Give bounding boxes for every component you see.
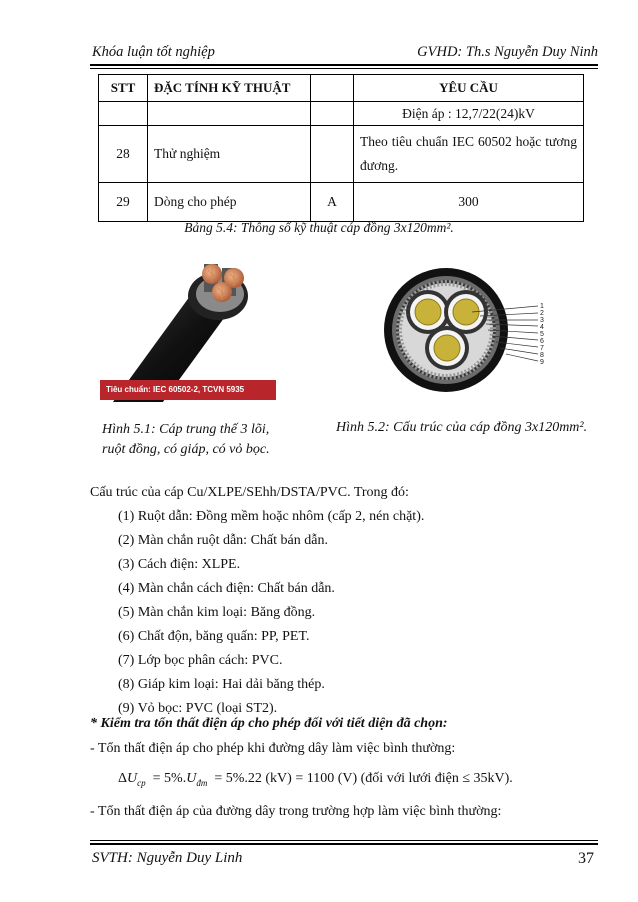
formula-expression: $\Delta U_{cp} = 5\%.U_{đm} = 5\%.22$: [118, 771, 266, 788]
standard-banner: Tiêu chuẩn: IEC 60502-2, TCVN 5935: [100, 380, 276, 400]
table-row: [99, 102, 584, 126]
figure-2-caption: Hình 5.2: Cấu trúc của cáp đồng 3x120mm².: [336, 420, 588, 435]
list-item: (2) Màn chắn ruột dẫn: Chất bán dẫn.: [118, 533, 328, 548]
table-cell-requirement: Theo tiêu chuẩn IEC 60502 hoặc tương đương.: [354, 126, 584, 183]
cross-section-diagram: [380, 254, 580, 404]
spec-table: [98, 74, 584, 222]
cross-section-label: 4: [540, 324, 544, 331]
list-item: (4) Màn chắn cách điện: Chất bán dẫn.: [118, 581, 335, 596]
table-cell-requirement: Điện áp : 12,7/22(24)kV: [354, 102, 584, 126]
footer-rule-thin: [90, 840, 598, 841]
table-cell-stt: 28: [99, 126, 148, 183]
list-item: (9) Vỏ bọc: PVC (loại ST2).: [118, 701, 278, 716]
paragraph-allowed-loss: - Tổn thất điện áp cho phép khi đường dây làm việc bình thường:: [90, 741, 456, 756]
table-cell-feature: [148, 102, 311, 126]
cross-section-label: 1: [540, 303, 544, 310]
table-cell-stt: [99, 102, 148, 126]
cross-section-label: 5: [540, 331, 544, 338]
table-cell-unit: [311, 126, 354, 183]
table-row: [99, 183, 584, 222]
cable-photo: [100, 256, 278, 402]
table-cell-stt: 29: [99, 183, 148, 222]
table-cell-requirement: 300: [354, 183, 584, 222]
table-cell-unit: A: [311, 183, 354, 222]
page-number: 37: [578, 850, 594, 867]
formula-result: (kV) = 1100 (V) (đối với lưới điện ≤ 35kV).: [265, 771, 513, 786]
list-item: (1) Ruột dẫn: Đồng mềm hoặc nhôm (cấp 2, nén chặt).: [118, 509, 425, 524]
list-item: (8) Giáp kim loại: Hai dải băng thép.: [118, 677, 325, 692]
table-header-feature: ĐẶC TÍNH KỸ THUẬT: [148, 75, 311, 102]
table-header-unit: [311, 75, 354, 102]
table-cell-feature: Thử nghiệm: [148, 126, 311, 183]
cross-section-label: 6: [540, 338, 544, 345]
figure-1-caption: [102, 420, 270, 460]
table-header-requirement: YÊU CẦU: [354, 75, 584, 102]
cable-cross-section: [380, 254, 580, 404]
table-row: [99, 126, 584, 183]
table-cell-unit: [311, 102, 354, 126]
structure-intro: Cấu trúc của cáp Cu/XLPE/SEhh/DSTA/PVC. Trong đó:: [90, 485, 409, 500]
cross-section-label: 2: [540, 310, 544, 317]
header-rule-thin: [90, 68, 598, 69]
voltage-loss-formula: [118, 771, 513, 788]
table-cell-feature: Dòng cho phép: [148, 183, 311, 222]
section-heading: * Kiểm tra tổn thất điện áp cho phép đối với tiết diện đã chọn:: [90, 716, 448, 731]
footer-author: SVTH: Nguyễn Duy Linh: [92, 850, 243, 866]
list-item: (5) Màn chắn kim loại: Băng đồng.: [118, 605, 316, 620]
cross-section-label: 7: [540, 345, 544, 352]
figure-1-caption-line1: Hình 5.1: Cáp trung thế 3 lõi,: [102, 422, 270, 437]
paragraph-line-loss: - Tổn thất điện áp của đường dây trong trường hợp làm việc bình thường:: [90, 804, 502, 819]
footer-rule: [90, 843, 598, 845]
cross-section-label: 3: [540, 317, 544, 324]
list-item: (7) Lớp bọc phân cách: PVC.: [118, 653, 283, 668]
table-header-row: [99, 75, 584, 102]
header-left: Khóa luận tốt nghiệp: [92, 44, 215, 60]
header-rule: [90, 64, 598, 66]
cross-section-label: 8: [540, 352, 544, 359]
header-right: GVHD: Th.s Nguyễn Duy Ninh: [417, 44, 598, 60]
figure-1-caption-line2: ruột đồng, có giáp, có vỏ bọc.: [102, 442, 270, 457]
table-caption: Bảng 5.4: Thông số kỹ thuật cáp đồng 3x120mm².: [184, 220, 454, 235]
list-item: (6) Chất độn, băng quấn: PP, PET.: [118, 629, 310, 644]
cross-section-label: 9: [540, 359, 544, 366]
list-item: (3) Cách điện: XLPE.: [118, 557, 241, 572]
table-header-stt: STT: [99, 75, 148, 102]
